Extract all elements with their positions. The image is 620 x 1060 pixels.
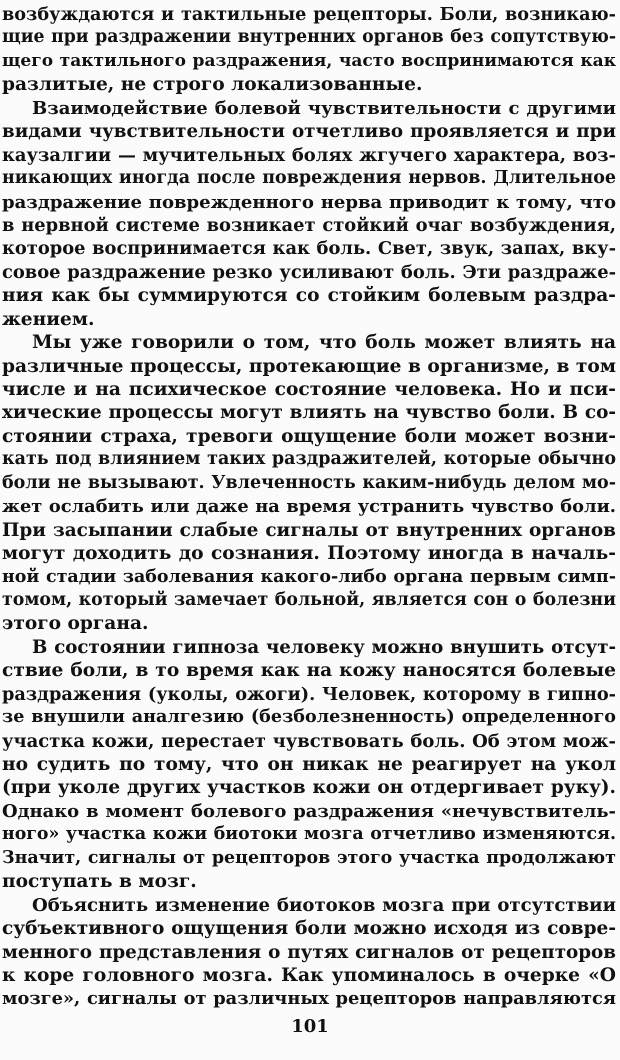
text-line: Значит, сигналы от рецепторов этого участка продолжают [2, 847, 616, 868]
text-line: могут доходить до сознания. Поэтому иногда в началь- [2, 543, 616, 565]
paragraph [2, 3, 616, 97]
text-line: хические процессы могут влиять на чувство боли. В со- [2, 402, 616, 424]
text-line: (при уколе других участков кожи он отдергивает руку). [2, 777, 616, 799]
text-line: мозге», сигналы от различных рецепторов направляются [2, 988, 616, 1010]
paragraph [2, 331, 616, 636]
text-line: каузалгии — мучительных болях жгучего характера, воз- [2, 144, 616, 166]
text-line: но судить по тому, что он никак не реагирует на укол [2, 754, 616, 775]
text-line: в нервной системе возникает стойкий очаг возбуждения, [2, 214, 616, 236]
text-line: зе внушили аналгезию (безболезненность) определенного [2, 707, 616, 728]
text-line: щие при раздражении внутренних органов без сопутствую- [2, 27, 616, 48]
text-line: Мы уже говорили о том, что боль может влиять на [32, 332, 616, 354]
paragraph [2, 894, 616, 1011]
text-line: ствие боли, в то время как на кожу наносятся болевые [2, 660, 616, 682]
text-line: к коре головного мозга. Как упоминалось в очерке «О [2, 964, 616, 986]
page-number: 101 [291, 1016, 329, 1037]
paragraph [2, 97, 616, 331]
text-line: этого органа. [2, 613, 149, 635]
text-line: стоянии страха, тревоги ощущение боли может возни- [2, 425, 616, 447]
text-line: щего тактильного раздражения, часто воспринимаются как [2, 50, 616, 71]
text-line: раздражение поврежденного нерва приводит к тому, что [2, 191, 616, 213]
text-line: разлитые, не строго локализованные. [2, 74, 423, 96]
text-line: видами чувствительности отчетливо проявляется и при [2, 121, 616, 143]
text-line: ной стадии заболевания какого-либо органа первым симп- [2, 566, 616, 587]
text-line: субъективного ощущения боли можно исходя из совре- [2, 918, 616, 940]
text-line: томом, который замечает больной, является сон о болезни [2, 589, 616, 610]
text-line: жет ослабить или даже на время устранить чувство боли. [2, 496, 616, 518]
text-line: ния как бы суммируются со стойким болевым раздра- [2, 285, 616, 307]
text-line: поступать в мозг. [2, 871, 197, 893]
text-line: При засыпании слабые сигналы от внутренних органов [2, 519, 616, 541]
text-line: менного представления о путях сигналов от рецепторов [2, 941, 616, 963]
text-line: Однако в момент болевого раздражения «нечувствитель- [2, 800, 616, 822]
text-line: боли не вызывают. Увлеченность каким-нибудь делом мо- [2, 472, 616, 493]
text-line: В состоянии гипноза человеку можно внушить отсут- [32, 636, 616, 658]
text-line: ного» участка кожи биотоки мозга отчетливо изменяются. [2, 824, 616, 845]
text-line: никающих иногда после повреждения нервов. Длительное [2, 168, 616, 189]
text-line: кать под влиянием таких раздражителей, которые обычно [2, 449, 616, 470]
text-line: раздражения (уколы, ожоги). Человек, которому в гипно- [2, 683, 616, 705]
paragraph [2, 636, 616, 894]
body-text [2, 3, 616, 1011]
text-line: Взаимодействие болевой чувствительности с другими [32, 97, 616, 119]
text-line: участка кожи, перестает чувствовать боль. Об этом мож- [2, 730, 616, 752]
text-line: совое раздражение резко усиливают боль. Эти раздраже- [2, 261, 616, 283]
text-line: которое воспринимается как боль. Свет, звук, запах, вку- [2, 238, 616, 260]
text-line: различные процессы, протекающие в организме, в том [2, 355, 616, 377]
text-line: возбуждаются и тактильные рецепторы. Боли, возникаю- [2, 4, 616, 25]
text-line: числе и на психическое состояние человека. Но и пси- [2, 379, 616, 400]
text-line: Объяснить изменение биотоков мозга при отсутствии [32, 894, 616, 916]
text-line: жением. [2, 308, 95, 330]
